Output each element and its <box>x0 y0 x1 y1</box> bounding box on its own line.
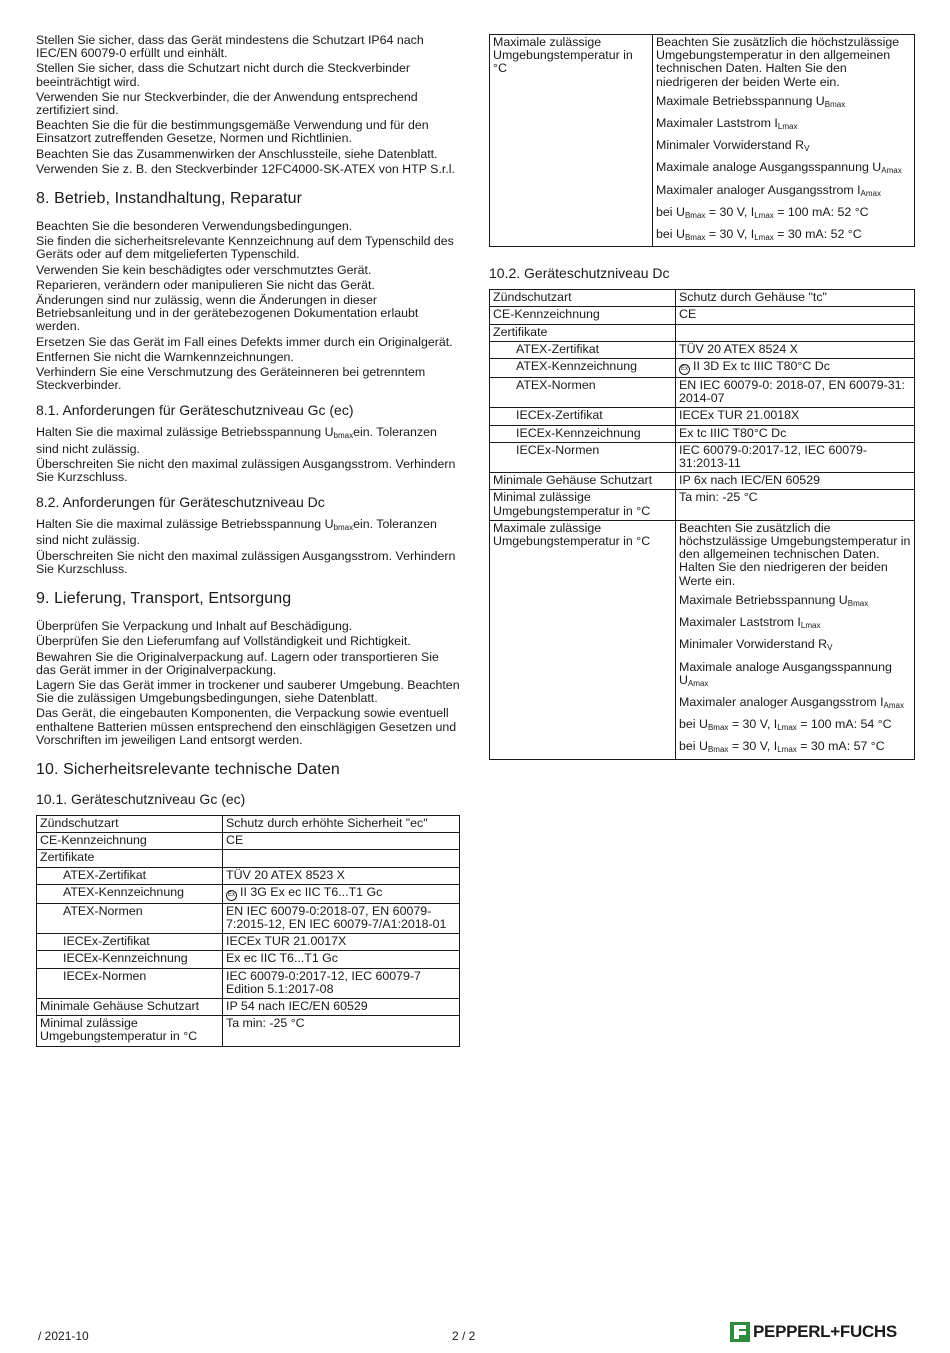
table-row <box>37 850 460 867</box>
table-cell-label: Minimal zulässige Umgebungstemperatur in °C <box>37 1016 223 1046</box>
table-cell-label: IECEx-Normen <box>37 968 223 998</box>
ce-mark-icon: CE <box>223 833 460 850</box>
table-row <box>490 341 915 358</box>
brand-name: PEPPERL+FUCHS <box>753 1322 897 1341</box>
table-row <box>37 934 460 951</box>
table-cell-value: EN IEC 60079-0:2018-07, EN 60079-7:2015-12, EN IEC 60079-7/A1:2018-01 <box>223 903 460 933</box>
table-row <box>37 1016 460 1046</box>
table-row <box>490 290 915 307</box>
table-cell-value: IP 54 nach IEC/EN 60529 <box>223 998 460 1015</box>
table-row <box>490 520 915 759</box>
footer-date: / 2021-10 <box>38 1329 89 1343</box>
paragraph: Halten Sie die maximal zulässige Betriebsspannung $U_{bmax}ein$. Toleranzen sind nicht zulässig. <box>36 517 437 548</box>
paragraph: Verwenden Sie nur Steckverbinder, die der Anwendung entsprechend zertifiziert sind. <box>36 89 418 118</box>
table-cell-label: ATEX-Normen <box>37 903 223 933</box>
table-cell-value: IEC 60079-0:2017-12, IEC 60079-7 Edition 5.1:2017-08 <box>223 968 460 998</box>
paragraph: Beachten Sie die für die bestimmungsgemäße Verwendung und für den Einsatzort zutreffenden Gesetze, Normen und Richtlinien. <box>36 118 429 146</box>
table-row <box>490 35 915 247</box>
ce-mark-icon: CE <box>676 307 915 324</box>
table-row <box>490 307 915 324</box>
table-row <box>37 815 460 832</box>
table-cell-label: Zertifikate <box>490 324 676 341</box>
paragraph: Reparieren, verändern oder manipulieren Sie nicht das Gerät. <box>36 277 375 292</box>
table-cell-value: TÜV 20 ATEX 8524 X <box>676 341 915 358</box>
table-cell-value: IECEx TUR 21.0017X <box>223 934 460 951</box>
table-row <box>37 903 460 933</box>
table-row <box>490 490 915 520</box>
table-cell-label: Minimale Gehäuse Schutzart <box>37 998 223 1015</box>
table-cell-value: Beachten Sie zusätzlich die höchstzulässige Umgebungstemperatur in den allgemeinen technischen Daten. Halten Sie den niedrigeren der beiden Werte ein. Maximale Betriebsspannung $U_{Bmax}$ Maximaler Laststrom $I_{Lmax}$ Minimaler Vorwiderstand $R_V$ Maximale analoge Ausgangsspannung $U_{Amax}$ Maximaler analoger Ausgangsstrom $I_{Amax}$ bei $U_{Bmax} = 30$ V, $I_{Lmax} = 100$ mA: 54 °C bei $U_{Bmax} = 30$ V, $I_{Lmax} = 30$ mA: 57 °C <box>676 520 915 759</box>
table-cell-label: ATEX-Kennzeichnung <box>37 884 223 903</box>
table-row <box>490 378 915 408</box>
table-cell-label: IECEx-Zertifikat <box>490 408 676 425</box>
table-cell-label: ATEX-Kennzeichnung <box>490 359 676 378</box>
table-cell-value: EN IEC 60079-0: 2018-07, EN 60079-31: 2014-07 <box>676 378 915 408</box>
section-heading-8-1: 8.1. Anforderungen für Geräteschutzniveau Gc (ec) <box>36 402 354 419</box>
section-heading-10-1: 10.1. Geräteschutzniveau Gc (ec) <box>36 790 246 807</box>
table-cell-label: CE-Kennzeichnung <box>490 307 676 324</box>
paragraph: Stellen Sie sicher, dass das Gerät mindestens die Schutzart IP64 nach IEC/EN 60079-0 erfüllt und einhält. <box>36 33 424 61</box>
table-cell-value: Ex ec IIC T6...T1 Gc <box>223 951 460 968</box>
table-cell-label: IECEx-Kennzeichnung <box>490 425 676 442</box>
paragraph: Überprüfen Sie Verpackung und Inhalt auf Beschädigung. <box>36 619 353 634</box>
table-row <box>490 473 915 490</box>
table-gc-ec-continued <box>489 34 915 247</box>
paragraph: Halten Sie die maximal zulässige Betriebsspannung $U_{bmax}ein$. Toleranzen sind nicht zulässig. <box>36 425 437 456</box>
ex-mark-icon: Ex <box>679 364 690 375</box>
table-cell-label: ATEX-Normen <box>490 378 676 408</box>
section-heading-10: 10. Sicherheitsrelevante technische Daten <box>36 760 340 778</box>
table-cell-label: ATEX-Zertifikat <box>37 867 223 884</box>
paragraph: Verwenden Sie z. B. den Steckverbinder 12FC4000-SK-ATEX von HTP S.r.l. <box>36 161 455 176</box>
section-heading-8-2: 8.2. Anforderungen für Geräteschutzniveau Dc <box>36 494 325 511</box>
table-cell-value: Ex II 3D Ex tc IIIC T80°C Dc <box>676 359 915 378</box>
paragraph: Änderungen sind nur zulässig, wenn die Änderungen in dieser Betriebsanleitung und in der gerätebezogenen Dokumentation erlaubt werden. <box>36 293 419 334</box>
table-cell-label: CE-Kennzeichnung <box>37 833 223 850</box>
paragraph: Beachten Sie die besonderen Verwendungsbedingungen. <box>36 219 353 234</box>
table-row <box>37 867 460 884</box>
table-row <box>37 998 460 1015</box>
table-row <box>37 951 460 968</box>
table-cell-value: TÜV 20 ATEX 8523 X <box>223 867 460 884</box>
paragraph: Überschreiten Sie nicht den maximal zulässigen Ausgangsstrom. Verhindern Sie Kurzschluss. <box>36 456 456 485</box>
table-row <box>490 442 915 472</box>
table-cell-value: Schutz durch erhöhte Sicherheit "ec" <box>223 815 460 832</box>
table-cell-value: Schutz durch Gehäuse "tc" <box>676 290 915 307</box>
table-cell-label: Zertifikate <box>37 850 223 867</box>
table-cell-value <box>676 324 915 341</box>
paragraph: Das Gerät, die eingebauten Komponenten, die Verpackung sowie eventuell enthaltene Batterien müssen entsprechend den einschlägigen Gesetzen und Vorschriften im jeweiligen Land entsorgt werden. <box>36 706 457 747</box>
table-dc <box>489 289 915 759</box>
paragraph: Beachten Sie das Zusammenwirken der Anschlussteile, siehe Datenblatt. <box>36 146 438 161</box>
page-number: 2 / 2 <box>452 1329 476 1343</box>
table-gc-ec <box>36 815 460 1047</box>
table-cell-label: Minimal zulässige Umgebungstemperatur in °C <box>490 490 676 520</box>
table-cell-label: ATEX-Zertifikat <box>490 341 676 358</box>
paragraph: Stellen Sie sicher, dass die Schutzart nicht durch die Steckverbinder beeinträchtigt wird. <box>36 61 410 89</box>
table-cell-label: Zündschutzart <box>37 815 223 832</box>
table-row <box>37 884 460 903</box>
ex-mark-icon: Ex <box>226 890 237 901</box>
paragraph: Verhindern Sie eine Verschmutzung des Geräteinneren bei getrenntem Steckverbinder. <box>36 365 426 393</box>
table-row <box>490 359 915 378</box>
table-cell-value: IP 6x nach IEC/EN 60529 <box>676 473 915 490</box>
left-column <box>36 34 460 1047</box>
table-cell-value: Ex II 3G Ex ec IIC T6...T1 Gc <box>223 884 460 903</box>
table-cell-label: Zündschutzart <box>490 290 676 307</box>
table-cell-value <box>223 850 460 867</box>
paragraph: Lagern Sie das Gerät immer in trockener und sauberer Umgebung. Beachten Sie die zulässigen Umgebungsbedingungen, siehe Datenblatt. <box>36 677 460 706</box>
table-row <box>490 408 915 425</box>
table-row <box>490 425 915 442</box>
table-cell-label: Minimale Gehäuse Schutzart <box>490 473 676 490</box>
table-cell-value: Beachten Sie zusätzlich die höchstzulässige Umgebungstemperatur in den allgemeinen technischen Daten. Halten Sie den niedrigeren der beiden Werte ein. Maximale Betriebsspannung $U_{Bmax}$ Maximaler Laststrom $I_{Lmax}$ Minimaler Vorwiderstand $R_V$ Maximale analoge Ausgangsspannung $U_{Amax}$ Maximaler analoger Ausgangsstrom $I_{Amax}$ bei $U_{Bmax} = 30$ V, $I_{Lmax} = 100$ mA: 52 °C bei $U_{Bmax} = 30$ V, $I_{Lmax} = 30$ mA: 52 °C <box>653 35 915 247</box>
section-heading-9: 9. Lieferung, Transport, Entsorgung <box>36 590 292 608</box>
table-cell-label: IECEx-Kennzeichnung <box>37 951 223 968</box>
paragraph: Verwenden Sie kein beschädigtes oder verschmutztes Gerät. <box>36 262 372 277</box>
table-cell-value: IEC 60079-0:2017-12, IEC 60079-31:2013-11 <box>676 442 915 472</box>
table-cell-label: IECEx-Zertifikat <box>37 934 223 951</box>
table-cell-value: Ta min: -25 °C <box>223 1016 460 1046</box>
pf-logo-icon <box>730 1322 750 1342</box>
paragraph: Ersetzen Sie das Gerät im Fall eines Defekts immer durch ein Originalgerät. <box>36 334 453 349</box>
table-row <box>37 833 460 850</box>
table-cell-label: IECEx-Normen <box>490 442 676 472</box>
paragraph: Sie finden die sicherheitsrelevante Kennzeichnung auf dem Typenschild des Geräts oder auf dem mitgelieferten Typenschild. <box>36 234 454 262</box>
table-row <box>490 324 915 341</box>
section-heading-10-2: 10.2. Geräteschutzniveau Dc <box>489 265 670 282</box>
paragraph: Entfernen Sie nicht die Warnkennzeichnungen. <box>36 349 294 364</box>
paragraph: Überschreiten Sie nicht den maximal zulässigen Ausgangsstrom. Verhindern Sie Kurzschluss. <box>36 548 456 576</box>
right-column <box>489 34 915 760</box>
table-cell-value: Ex tc IIIC T80°C Dc <box>676 425 915 442</box>
table-cell-value: Ta min: -25 °C <box>676 490 915 520</box>
table-row <box>37 968 460 998</box>
section-heading-8: 8. Betrieb, Instandhaltung, Reparatur <box>36 190 303 208</box>
brand-logo <box>730 1322 897 1342</box>
table-cell-label: Maximale zulässige Umgebungstemperatur in °C <box>490 35 653 247</box>
paragraph: Bewahren Sie die Originalverpackung auf. Lagern oder transportieren Sie das Gerät immer in der Originalverpackung. <box>36 649 439 677</box>
table-cell-value: IECEx TUR 21.0018X <box>676 408 915 425</box>
paragraph: Überprüfen Sie den Lieferumfang auf Vollständigkeit und Richtigkeit. <box>36 634 411 649</box>
table-cell-label: Maximale zulässige Umgebungstemperatur in °C <box>490 520 676 759</box>
